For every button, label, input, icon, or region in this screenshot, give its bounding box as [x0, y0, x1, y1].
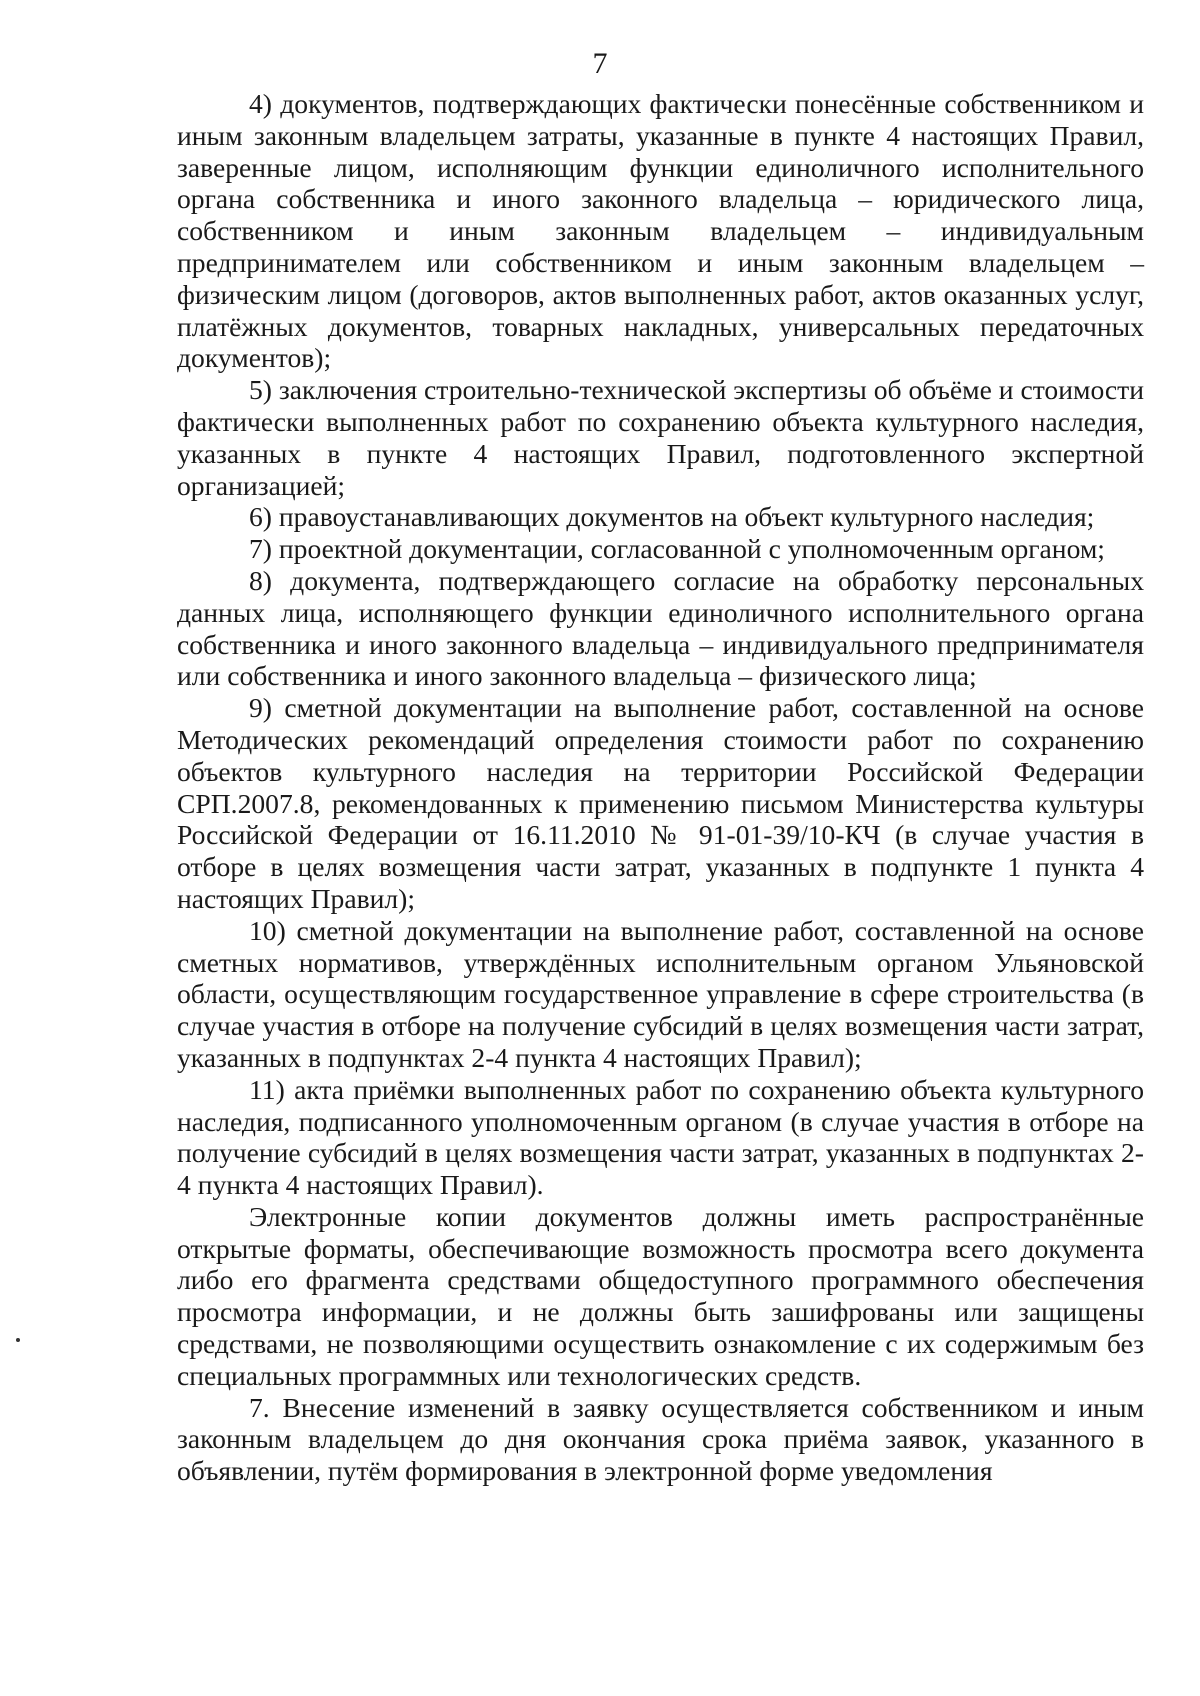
scan-artifact-dot	[16, 1338, 20, 1342]
paragraph-electronic-copies: Электронные копии документов должны иметь распространённые открытые форматы, обеспечивающие возможность просмотра всего документа либо его фрагмента средствами общедоступного программного обеспечения просмотра информации, и не должны быть зашифрованы или защищены средствами, не позволяющими осуществить ознакомление с их содержимым без специальных программных или технологических средств.	[177, 1200, 1144, 1391]
paragraph-item-10: 10) сметной документации на выполнение работ, составленной на основе сметных нормативов, утверждённых исполнительным органом Ульяновской области, осуществляющим государственное управление в сфере строительства (в случае участия в отборе на получение субсидий в целях возмещения части затрат, указанных в подпунктах 2-4 пункта 4 настоящих Правил);	[177, 914, 1144, 1073]
paragraph-item-11: 11) акта приёмки выполненных работ по сохранению объекта культурного наследия, подписанного уполномоченным органом (в случае участия в отборе на получение субсидий в целях возмещения части затрат, указанных в подпунктах 2-4 пункта 4 настоящих Правил).	[177, 1073, 1144, 1201]
page-number: 7	[592, 47, 608, 80]
paragraph-item-8: 8) документа, подтверждающего согласие на обработку персональных данных лица, исполняющего функции единоличного исполнительного органа собственника и иного законного владельца – индивидуального предпринимателя или собственника и иного законного владельца – физического лица;	[177, 564, 1144, 692]
paragraph-item-5: 5) заключения строительно-технической экспертизы об объёме и стоимости фактически выполненных работ по сохранению объекта культурного наследия, указанных в пункте 4 настоящих Правил, подготовленного экспертной организацией;	[177, 374, 1144, 501]
paragraph-section-7: 7. Внесение изменений в заявку осуществляется собственником и иным законным владельцем до дня окончания срока приёма заявок, указанного в объявлении, путём формирования в электронной форме уведомления	[177, 1391, 1144, 1487]
paragraph-item-7: 7) проектной документации, согласованной с уполномоченным органом;	[249, 533, 1105, 565]
document-body	[177, 88, 1144, 1487]
paragraph-item-4: 4) документов, подтверждающих фактически понесённые собственником и иным законным владельцем затраты, указанные в пункте 4 настоящих Правил, заверенные лицом, исполняющим функции единоличного исполнительного органа собственника и иного законного владельца – юридического лица, собственником и иным законным владельцем – индивидуальным предпринимателем или собственником и иным законным владельцем – физическим лицом (договоров, актов выполненных работ, актов оказанных услуг, платёжных документов, товарных накладных, универсальных передаточных документов);	[177, 88, 1144, 374]
paragraph-item-6: 6) правоустанавливающих документов на объект культурного наследия;	[249, 501, 1095, 533]
paragraph-item-9: 9) сметной документации на выполнение работ, составленной на основе Методических рекомендаций определения стоимости работ по сохранению объектов культурного наследия на территории Российской Федерации СРП.2007.8, рекомендованных к применению письмом Министерства культуры Российской Федерации от 16.11.2010 № 91-01-39/10-КЧ (в случае участия в отборе в целях возмещения части затрат, указанных в подпункте 1 пункта 4 настоящих Правил);	[177, 692, 1144, 914]
